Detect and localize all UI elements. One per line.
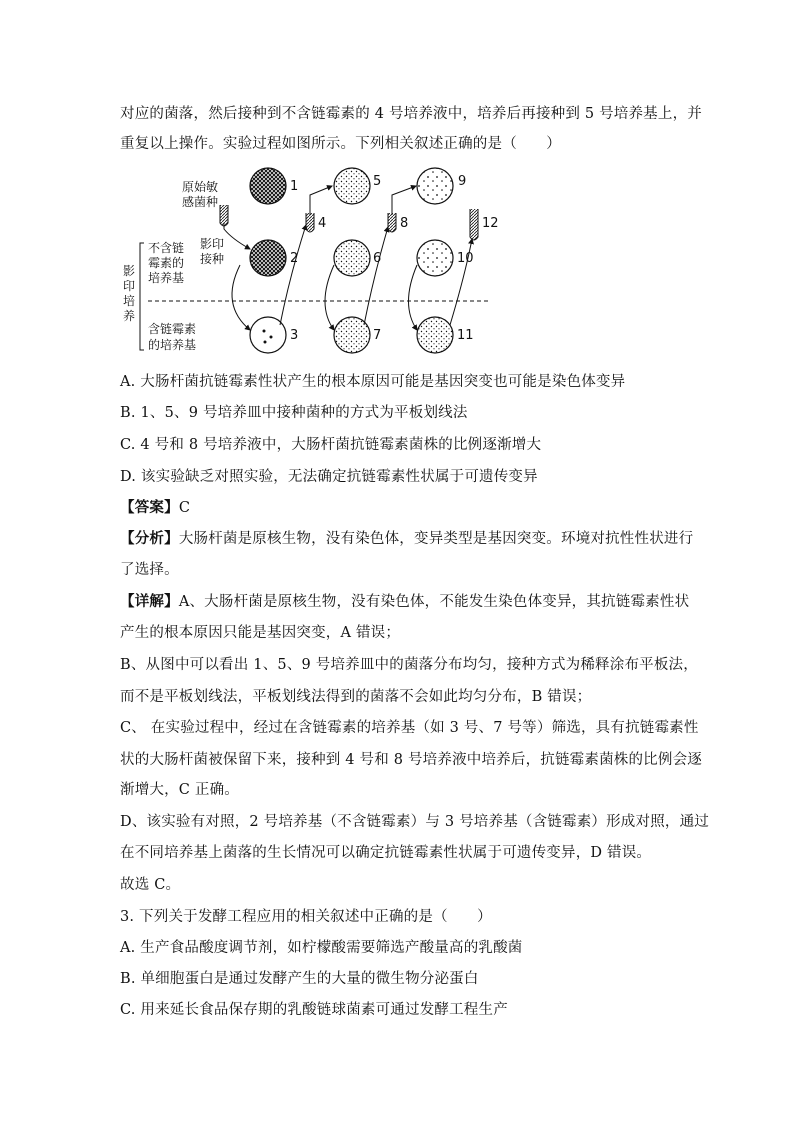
analysis-tag: 【分析】 <box>120 530 179 547</box>
label-replica-inoc-1: 影印 <box>200 237 225 251</box>
group-brace <box>140 243 144 350</box>
analysis-line-2: 了选择。 <box>120 562 179 578</box>
option-c: C. 4 号和 8 号培养液中，大肠杆菌抗链霉素菌株的比例逐渐增大 <box>120 437 542 453</box>
tube-num-8: 8 <box>400 216 409 231</box>
label-replica-culture-3: 培 <box>123 294 136 308</box>
label-original-strain-1: 原始敏 <box>182 180 219 194</box>
arrow-8-to-9 <box>392 186 416 215</box>
answer-value: C <box>178 500 191 516</box>
plate-2 <box>250 240 286 276</box>
plate-num-1: 1 <box>290 179 299 194</box>
plate-9 <box>417 168 453 204</box>
detail-line-9: 在不同培养基上菌落的生长情况可以确定抗链霉素性状属于可遗传变异，D 错误。 <box>120 845 652 861</box>
arrow-7-to-8 <box>364 227 388 325</box>
q3-option-a: A. 生产食品酸度调节剂，如柠檬酸需要筛选产酸量高的乳酸菌 <box>120 940 523 956</box>
analysis-line-1 <box>120 529 693 549</box>
label-original-strain-2: 感菌种 <box>182 195 219 209</box>
label-replica-culture-4: 养 <box>123 309 136 323</box>
label-no-strep-2: 霉素的 <box>148 256 185 270</box>
label-replica-inoc-2: 接种 <box>200 252 225 266</box>
plate-11 <box>417 317 453 353</box>
plate-5 <box>334 168 370 204</box>
label-replica-culture-1: 影 <box>123 264 136 278</box>
plate-6 <box>334 240 370 276</box>
tube-original <box>220 205 228 226</box>
plate-num-9: 9 <box>458 174 467 189</box>
analysis-text-1: 大肠杆菌是原核生物，没有染色体，变异类型是基因突变。环境对抗性性状进行 <box>178 531 694 547</box>
plate-num-5: 5 <box>373 174 382 189</box>
answer-tag: 【答案】 <box>120 499 179 516</box>
plate-num-11: 11 <box>457 328 474 343</box>
plate-3-colony-a <box>263 330 266 333</box>
q3-stem: 3. 下列关于发酵工程应用的相关叙述中正确的是（ ） <box>120 909 492 925</box>
detail-line-6: 状的大肠杆菌被保留下来，接种到 4 号和 8 号培养液中培养后，抗链霉素菌株的比例会逐 <box>120 752 702 768</box>
detail-line-10: 故选 C。 <box>120 877 181 893</box>
detail-line-7: 渐增大，C 正确。 <box>120 782 240 798</box>
arrow-1-to-2 <box>224 223 250 249</box>
tube-num-4: 4 <box>318 216 327 231</box>
intro-line-2: 重复以上操作。实验过程如图所示。下列相关叙述正确的是（ ） <box>120 136 561 152</box>
tube-8 <box>388 213 396 232</box>
detail-tag: 【详解】 <box>120 593 179 610</box>
q3-option-b: B. 单细胞蛋白是通过发酵产生的大量的微生物分泌蛋白 <box>120 971 479 987</box>
label-no-strep-1: 不含链 <box>148 241 185 255</box>
plate-num-6: 6 <box>373 251 382 266</box>
q3-option-c: C. 用来延长食品保存期的乳酸链球菌素可通过发酵工程生产 <box>120 1002 508 1018</box>
plate-1 <box>250 168 286 204</box>
detail-line-3: B、从图中可以看出 1、5、9 号培养皿中的菌落分布均匀，接种方式为稀释涂布平板法， <box>120 657 698 673</box>
arrow-3-to-4 <box>280 225 306 325</box>
replica-plating-diagram <box>120 165 500 360</box>
detail-line-8: D、该实验有对照，2 号培养基（不含链霉素）与 3 号培养基（含链霉素）形成对照，通过 <box>120 814 709 830</box>
detail-text-1: A、大肠杆菌是原核生物，没有染色体，不能发生染色体变异，其抗链霉素性状 <box>178 594 690 610</box>
plate-num-3: 3 <box>290 328 299 343</box>
label-with-strep-2: 的培养基 <box>148 338 197 352</box>
plate-num-7: 7 <box>373 328 382 343</box>
label-replica-culture-2: 印 <box>123 279 136 293</box>
tube-4 <box>306 213 314 232</box>
arrow-10-to-11 <box>409 265 418 330</box>
detail-line-4: 而不是平板划线法，平板划线法得到的菌落不会如此均匀分布，B 错误； <box>120 689 592 705</box>
label-with-strep-1: 含链霉素 <box>148 322 197 336</box>
option-a: A. 大肠杆菌抗链霉素性状产生的根本原因可能是基因突变也可能是染色体变异 <box>120 374 626 390</box>
detail-line-2: 产生的根本原因只能是基因突变，A 错误； <box>120 625 401 641</box>
arrow-2-to-3 <box>232 265 250 330</box>
detail-line-5: C、 在实验过程中，经过在含链霉素的培养基（如 3 号、7 号等）筛选，具有抗链霉素性 <box>120 720 699 736</box>
detail-line-1 <box>120 592 689 612</box>
plate-3-colony-c <box>264 341 267 344</box>
plate-10 <box>417 240 453 276</box>
arrow-4-to-5 <box>310 186 332 215</box>
tube-12 <box>470 209 478 240</box>
plate-num-2: 2 <box>290 251 299 266</box>
label-no-strep-3: 培养基 <box>148 271 185 285</box>
intro-line-1: 对应的菌落，然后接种到不含链霉素的 4 号培养液中，培养后再接种到 5 号培养基上，并 <box>120 106 702 122</box>
plate-num-10: 10 <box>457 251 474 266</box>
arrow-6-to-7 <box>325 265 334 330</box>
answer-line <box>120 498 190 518</box>
option-d: D. 该实验缺乏对照实验，无法确定抗链霉素性状属于可遗传变异 <box>120 469 538 485</box>
option-b: B. 1、5、9 号培养皿中接种菌种的方式为平板划线法 <box>120 405 468 421</box>
plate-3-colony-b <box>270 336 273 339</box>
tube-num-12: 12 <box>482 216 499 231</box>
